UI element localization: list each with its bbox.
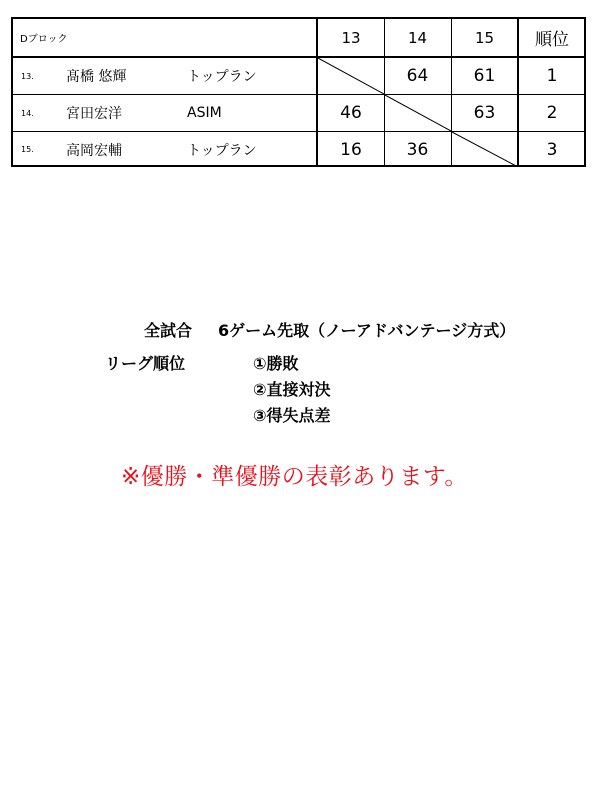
col-header-15: 15 <box>474 28 495 47</box>
player-club: トップラン <box>187 142 257 159</box>
player-name: 宮田宏洋 <box>66 106 122 122</box>
player-number: 14. <box>21 108 34 118</box>
table-row <box>13 95 584 131</box>
score-cell: 61 <box>473 66 496 86</box>
player-number: 15. <box>21 145 34 154</box>
player-name: 髙橋 悠輝 <box>66 69 127 85</box>
table-row <box>13 58 584 94</box>
rank-criterion: ③得失点差 <box>253 406 331 425</box>
col-header-13: 13 <box>341 28 361 47</box>
player-name: 高岡宏輔 <box>66 142 122 159</box>
score-cell: 63 <box>473 103 496 123</box>
self-match-diagonal <box>318 58 384 94</box>
table-row <box>13 132 584 167</box>
player-number: 13. <box>21 71 34 81</box>
col-header-rank: 順位 <box>535 30 569 50</box>
rank-cell: 1 <box>546 66 558 86</box>
league-table <box>11 17 586 167</box>
player-club: トップラン <box>187 69 257 85</box>
all-matches-label: 全試合 <box>144 321 193 340</box>
self-match-diagonal <box>452 132 518 167</box>
rank-criterion: ①勝敗 <box>253 354 299 373</box>
score-cell: 46 <box>340 103 362 123</box>
score-cell: 64 <box>406 66 429 86</box>
score-cell: 16 <box>340 139 362 160</box>
block-name: Dブロック <box>20 34 68 45</box>
self-match-diagonal <box>385 95 451 131</box>
rank-criterion: ②直接対決 <box>253 380 331 399</box>
award-note: ※優勝・準優勝の表彰あります。 <box>121 464 468 490</box>
col-header-14: 14 <box>407 28 428 47</box>
rank-cell: 3 <box>546 139 558 160</box>
score-cell: 36 <box>406 139 429 160</box>
all-matches-value: 6ゲーム先取（ノーアドバンテージ方式） <box>218 321 516 340</box>
league-rank-label: リーグ順位 <box>105 354 186 373</box>
rank-cell: 2 <box>546 103 558 123</box>
player-club: ASIM <box>187 105 222 121</box>
